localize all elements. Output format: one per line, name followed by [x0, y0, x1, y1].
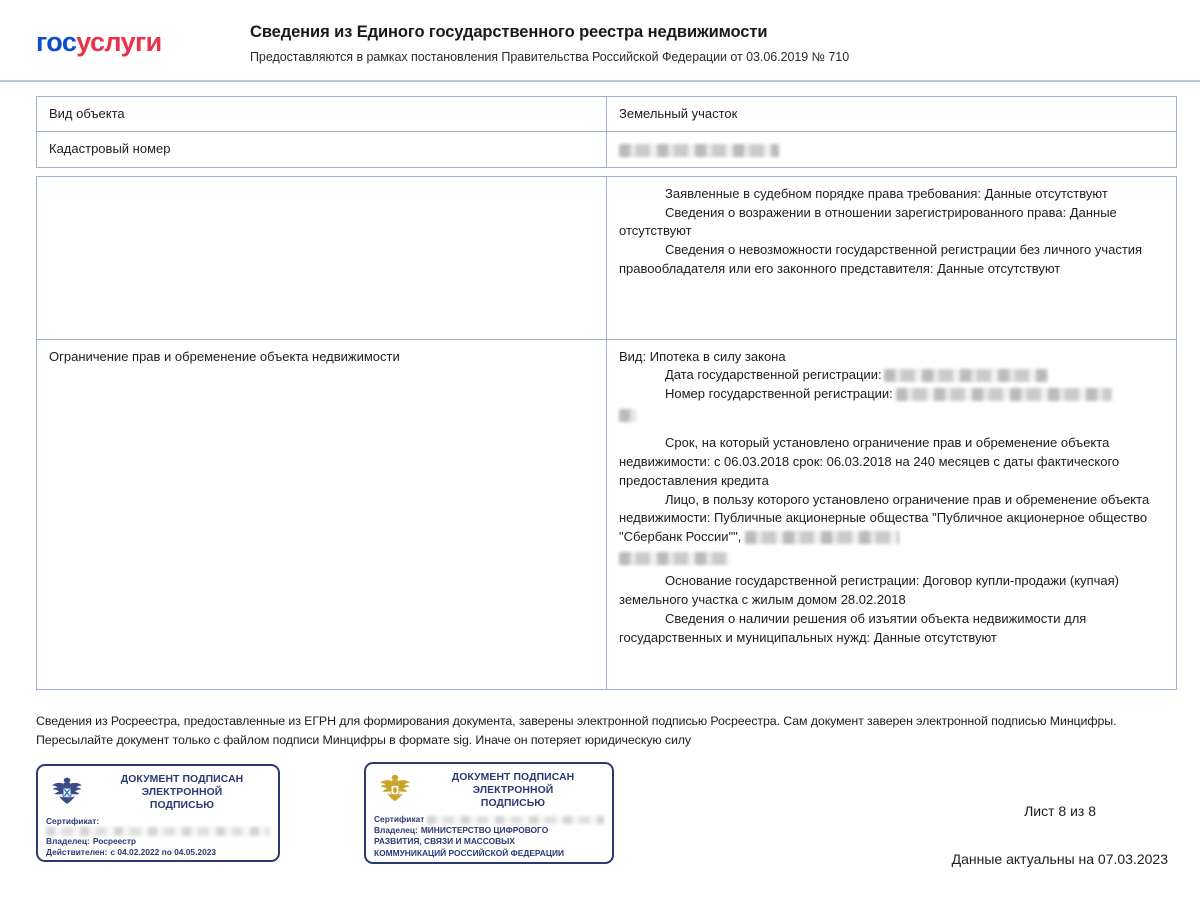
stamp-owner-label: Владелец:	[374, 825, 418, 836]
claims-line-no-personal-participation: Сведения о невозможности государственной регистрации без личного участия правообладателя или его законного представителя: Данные отсутствуют	[619, 242, 1143, 276]
stamp-title-line-2: ЭЛЕКТРОННОЙ	[472, 785, 554, 797]
stamp-validity-row	[46, 847, 270, 858]
stamp-title-mincifry	[422, 769, 604, 810]
encumbrance-kind-prefix: Вид:	[619, 348, 647, 364]
encumbrance-holder-overflow	[619, 549, 1166, 568]
signature-stamp-rosreestr	[36, 764, 280, 862]
legal-notice: Сведения из Росреестра, предоставленные из ЕГРН для формирования документа, заверены электронной подписью Росреестра. Сам документ заверен электронной подписью Минцифры. Пересылайте документ только с файлом подписи Минцифры в формате sig. Иначе он потеряет юридическую силу	[36, 714, 1117, 747]
cell-label-cadastral-number: Кадастровый номер	[37, 132, 607, 167]
signature-stamp-mincifry	[364, 762, 614, 864]
stamp-owner-row	[46, 836, 270, 847]
encumbrance-kind	[619, 348, 1166, 367]
cell-label-object-type: Вид объекта	[37, 97, 607, 132]
encumbrance-term: Срок, на который установлено ограничение прав и обременение объекта недвижимости: с 06.03.2018 срок: 06.03.2018 на 240 месяцев с даты фактического предоставления кредита	[619, 435, 1120, 488]
stamp-owner-label: Владелец:	[46, 836, 90, 847]
redaction-block-registration-date	[884, 369, 1048, 382]
stamp-owner-value-line-3: КОММУНИКАЦИЙ РОССИЙСКОЙ ФЕДЕРАЦИИ	[374, 847, 564, 858]
russian-coat-of-arms-gold-icon	[374, 769, 416, 811]
encumbrance-kind-value: Ипотека в силу закона	[649, 348, 786, 364]
redaction-block-certificate-mincifry	[427, 816, 604, 824]
stamp-certificate-label: Сертификат	[374, 814, 425, 824]
cell-value-claims	[607, 176, 1177, 339]
table-row	[37, 339, 1177, 690]
egrn-table-container	[0, 82, 1200, 690]
footer-right-block	[748, 802, 1168, 868]
data-actual-date: Данные актуальны на 07.03.2023	[951, 851, 1168, 868]
table-row	[37, 97, 1177, 132]
stamp-owner-row-3	[374, 848, 604, 859]
stamp-validity-value: с 04.02.2022 по 04.05.2023	[110, 847, 217, 858]
registration-number-label: Номер государственной регистрации:	[665, 385, 893, 401]
header-text-block	[236, 22, 1170, 65]
encumbrance-cell-filler	[619, 647, 1166, 681]
claims-line-objection: Сведения о возражении в отношении зарегистрированного права: Данные отсутствуют	[619, 204, 1117, 239]
claims-line-judicial: Заявленные в судебном порядке права требования: Данные отсутствуют	[665, 185, 1108, 201]
sheet-number: Лист 8 из 8	[1024, 803, 1096, 819]
egrn-table	[36, 96, 1177, 690]
encumbrance-registration-date	[619, 366, 1166, 385]
stamp-owner-value-line-1: МИНИСТЕРСТВО ЦИФРОВОГО	[420, 825, 549, 836]
encumbrance-registration-number-overflow	[619, 406, 1166, 425]
cell-label-encumbrance: Ограничение прав и обременение объекта недвижимости	[37, 339, 607, 690]
cell-label-claims	[37, 176, 607, 339]
stamp-title-line-1: ДОКУМЕНТ ПОДПИСАН	[451, 772, 575, 783]
stamp-title-line-3: ПОДПИСЬЮ	[480, 798, 546, 810]
gosuslugi-logo	[36, 22, 236, 56]
stamp-title-line-2: ЭЛЕКТРОННОЙ	[141, 787, 223, 799]
page-subtitle: Предоставляются в рамках постановления Правительства Российской Федерации от 03.06.2019 № 710	[250, 49, 850, 64]
redaction-block-holder-b	[619, 552, 729, 565]
encumbrance-holder	[619, 491, 1166, 547]
table-row	[37, 176, 1177, 339]
stamp-owner-value: Росреестр	[92, 836, 137, 847]
claims-cell-filler	[619, 279, 1166, 331]
encumbrance-registration-number	[619, 385, 1166, 404]
stamp-owner-value-line-2: РАЗВИТИЯ, СВЯЗИ И МАССОВЫХ	[374, 836, 515, 847]
encumbrance-seizure-info: Сведения о наличии решения об изъятии объекта недвижимости для государственных и муниципальных нужд: Данные отсутствуют	[619, 610, 1087, 645]
stamp-title-rosreestr	[94, 771, 270, 812]
stamp-title-line-3: ПОДПИСЬЮ	[149, 800, 215, 812]
stamp-title-line-1: ДОКУМЕНТ ПОДПИСАН	[120, 774, 244, 785]
redaction-block-holder-a	[745, 531, 899, 544]
encumbrance-basis: Основание государственной регистрации: Договор купли-продажи (купчая) земельного участка с жилым домом 28.02.2018	[619, 573, 1119, 608]
redaction-block-cadastral-number	[619, 144, 779, 157]
stamp-certificate-label: Сертификат:	[46, 816, 100, 826]
stamp-owner-row-2	[374, 836, 604, 847]
cell-value-encumbrance	[607, 339, 1177, 690]
registration-date-label: Дата государственной регистрации:	[665, 367, 882, 383]
stamp-header-mincifry	[374, 769, 604, 811]
russian-coat-of-arms-blue-icon	[46, 771, 88, 813]
stamp-certificate-row	[374, 814, 604, 825]
redaction-block-registration-number-b	[619, 409, 636, 422]
logo-text-gos: гос	[36, 27, 77, 57]
stamp-certificate-value-row	[46, 827, 270, 836]
table-row	[37, 132, 1177, 167]
cell-value-object-type: Земельный участок	[607, 97, 1177, 132]
redaction-block-registration-number-a	[896, 388, 1112, 401]
encumbrance-holder-text: Лицо, в пользу которого установлено ограничение прав и обременение объекта недвижимости: Публичные акционерные общества "Публичное акционерное общество "Сбербанк России"",	[619, 491, 1150, 544]
page-title: Сведения из Единого государственного реестра недвижимости	[250, 23, 768, 41]
stamp-body-mincifry	[374, 814, 604, 859]
stamp-body-rosreestr	[46, 816, 270, 859]
logo-text-uslugi: услуги	[76, 27, 162, 57]
cell-value-cadastral-number	[607, 132, 1177, 167]
stamp-certificate-row	[46, 816, 270, 827]
stamp-owner-row	[374, 825, 604, 836]
redaction-block-certificate-rosreestr	[46, 827, 270, 836]
stamp-header-rosreestr	[46, 771, 270, 813]
stamp-validity-label: Действителен:	[46, 847, 108, 858]
table-row-spacer	[37, 167, 1177, 176]
document-header	[0, 0, 1200, 70]
